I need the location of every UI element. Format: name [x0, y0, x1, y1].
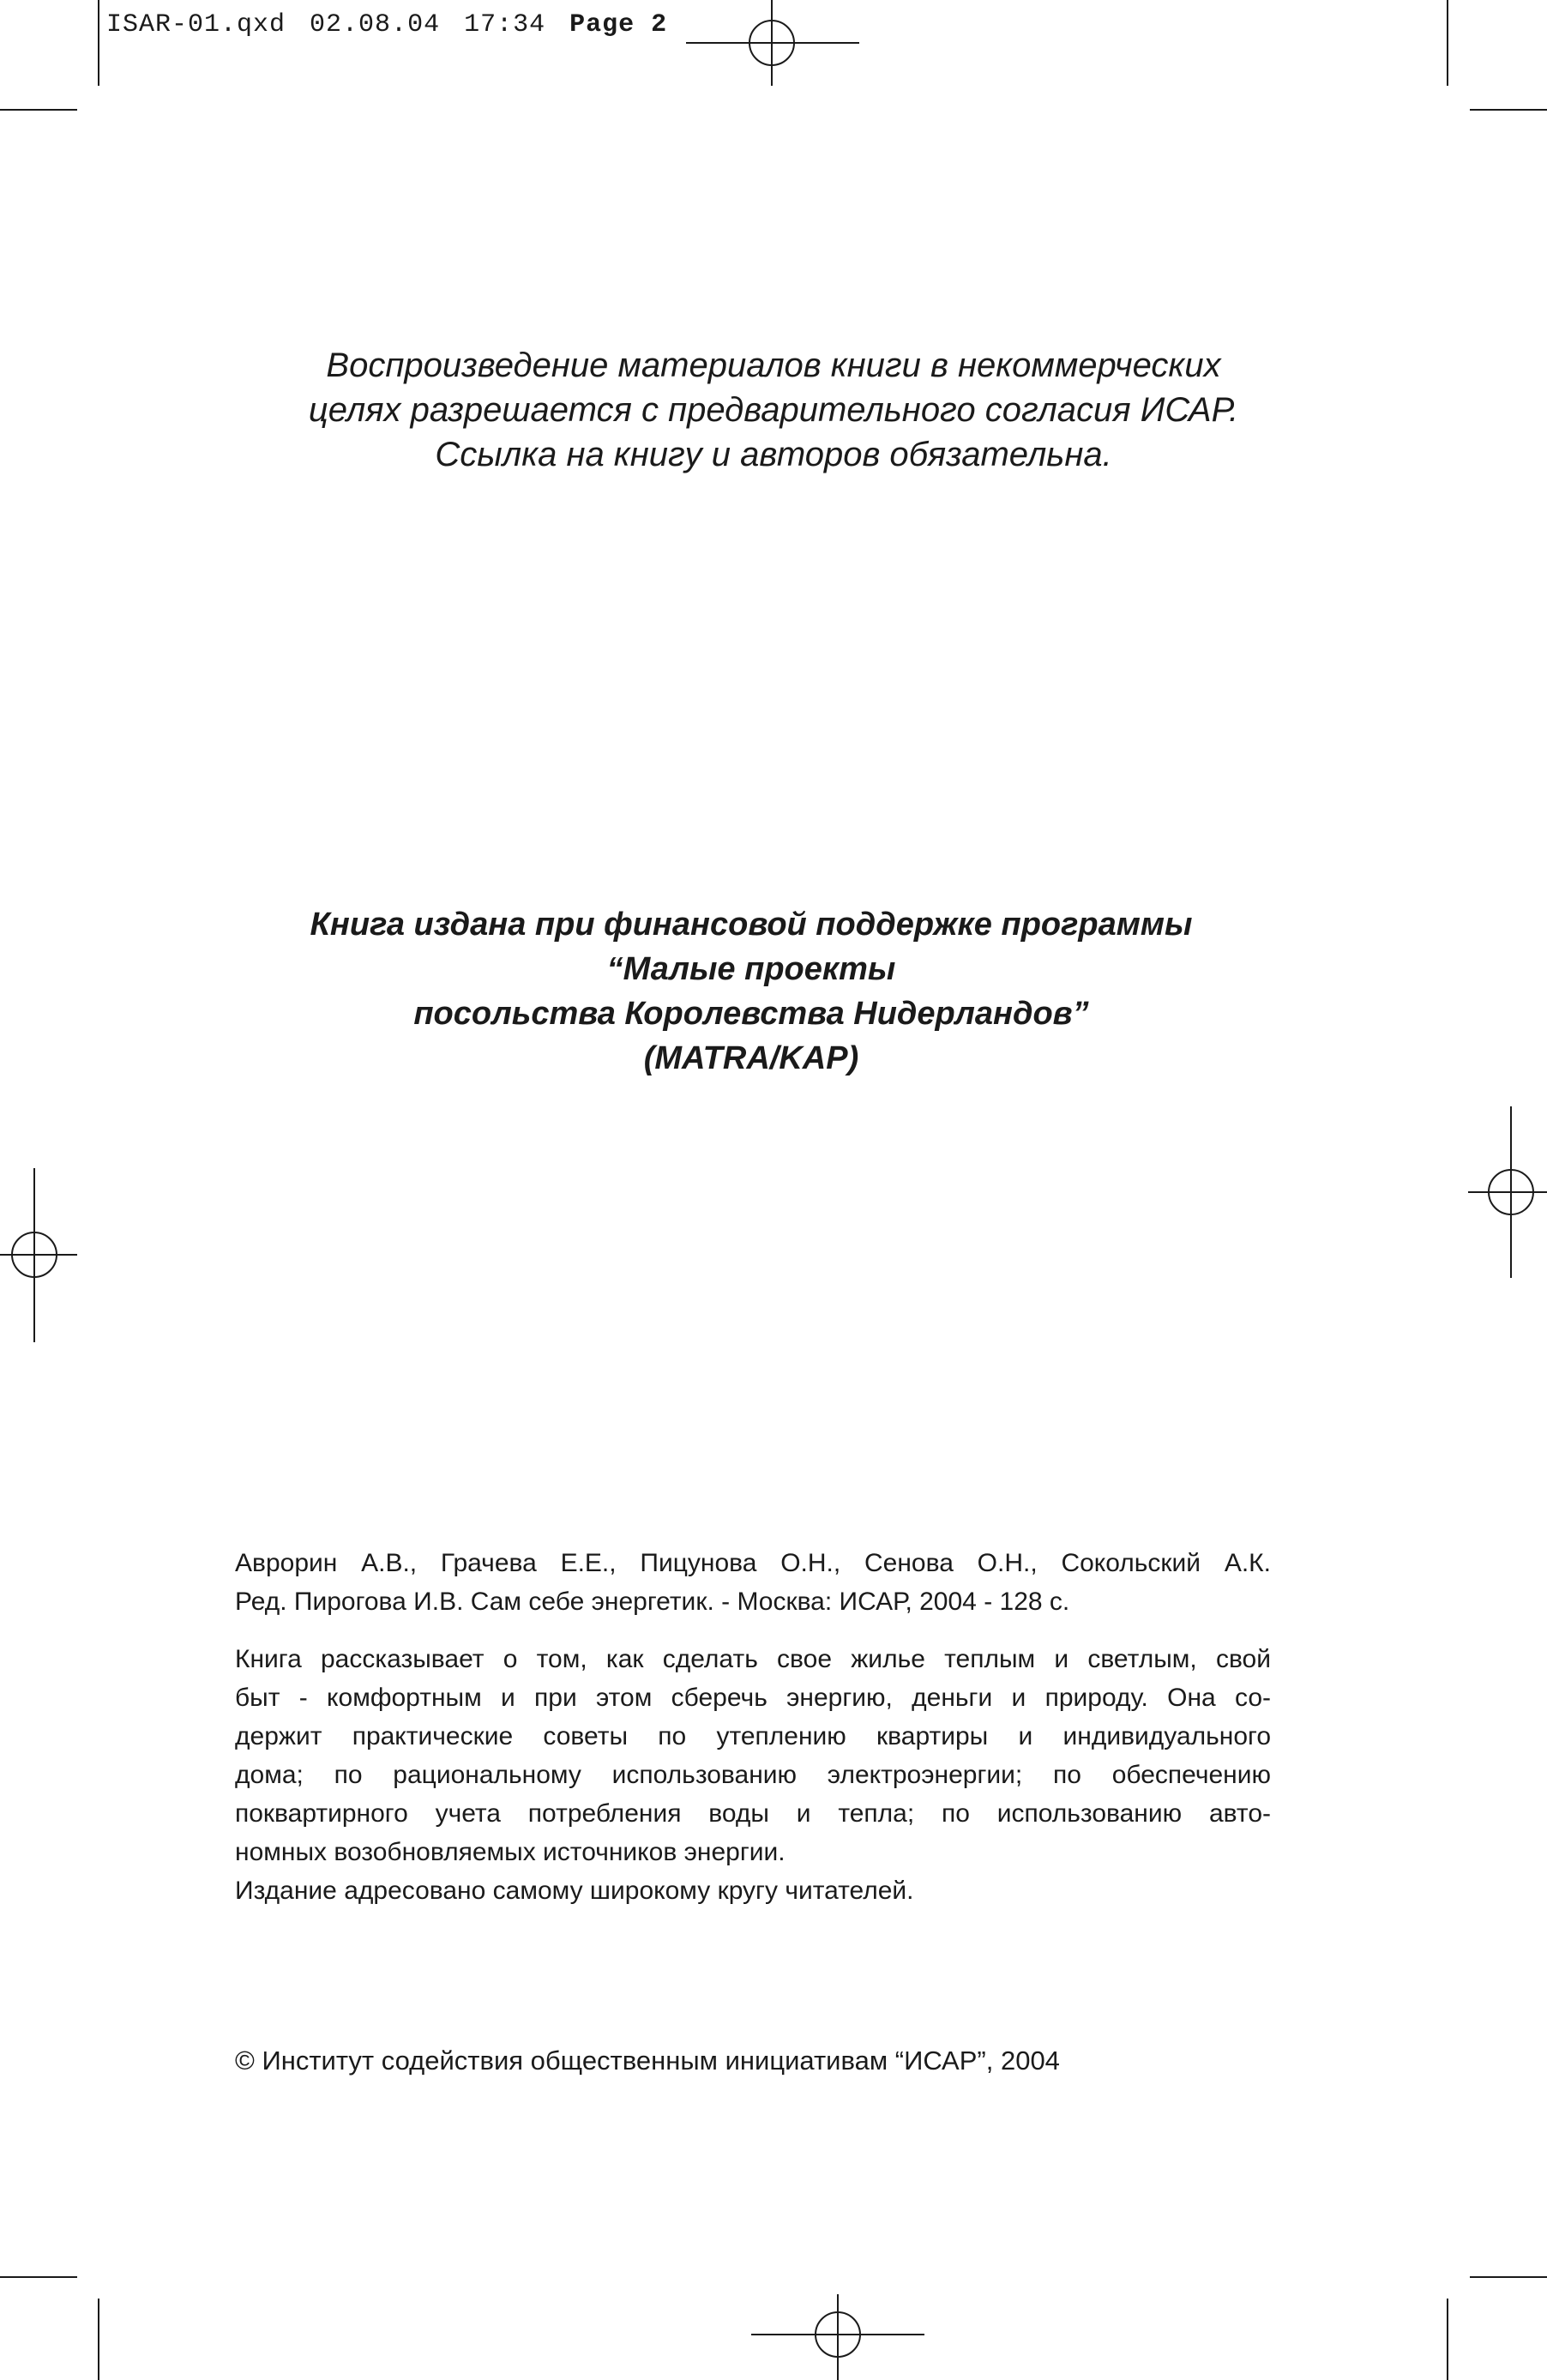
sponsor-line-4: (MATRA/KAP)	[643, 1040, 859, 1076]
abstract	[235, 1640, 1271, 1910]
abstract-line-1: Книга рассказывает о том, как сделать свое жилье теплым и светлым, свой	[235, 1645, 1271, 1673]
registration-mark-left	[0, 1168, 77, 1342]
registration-mark-bottom	[751, 2294, 924, 2380]
citation-line-1: Аврорин А.В., Грачева Е.Е., Пицунова О.Н., Сенова О.Н., Сокольский А.К.	[235, 1549, 1271, 1577]
slug-file: ISAR-01.qxd	[106, 10, 286, 39]
sponsorship-statement	[0, 902, 1502, 1081]
copyright-notice: © Институт содействия общественным инициативам “ИСАР”, 2004	[235, 2046, 1060, 2076]
abstract-line-2: быт - комфортным и при этом сберечь энергию, деньги и природу. Она со-	[235, 1684, 1271, 1712]
reproduction-notice	[0, 343, 1547, 477]
abstract-line-5: поквартирного учета потребления воды и тепла; по использованию авто-	[235, 1799, 1271, 1828]
slug-date: 02.08.04	[310, 10, 441, 39]
registration-mark-top	[686, 0, 859, 86]
abstract-line-4: дома; по рациональному использованию электроэнергии; по обеспечению	[235, 1761, 1271, 1789]
abstract-line-6: номных возобновляемых источников энергии.	[235, 1838, 786, 1866]
notice-line-2: целях разрешается с предварительного согласия ИСАР.	[308, 391, 1239, 429]
sponsor-line-1: Книга издана при финансовой поддержке программы	[310, 907, 1193, 943]
abstract-line-3: держит практические советы по утеплению квартиры и индивидуального	[235, 1722, 1271, 1750]
slug-page: Page 2	[569, 10, 668, 39]
notice-line-3: Ссылка на книгу и авторов обязательна.	[435, 436, 1112, 473]
citation-line-2: Ред. Пирогова И.В. Сам себе энергетик. - Москва: ИСАР, 2004 - 128 с.	[235, 1588, 1070, 1616]
notice-line-1: Воспроизведение материалов книги в некоммерческих	[326, 346, 1221, 384]
audience-line: Издание адресовано самому широкому кругу читателей.	[235, 1877, 914, 1905]
citation	[235, 1544, 1271, 1621]
registration-mark-right	[1468, 1106, 1547, 1278]
sponsor-line-2: “Малые проекты	[606, 951, 896, 987]
sponsor-line-3: посольства Королевства Нидерландов”	[413, 996, 1089, 1032]
bibliographic-record	[235, 1544, 1271, 1910]
slug-time: 17:34	[464, 10, 546, 39]
